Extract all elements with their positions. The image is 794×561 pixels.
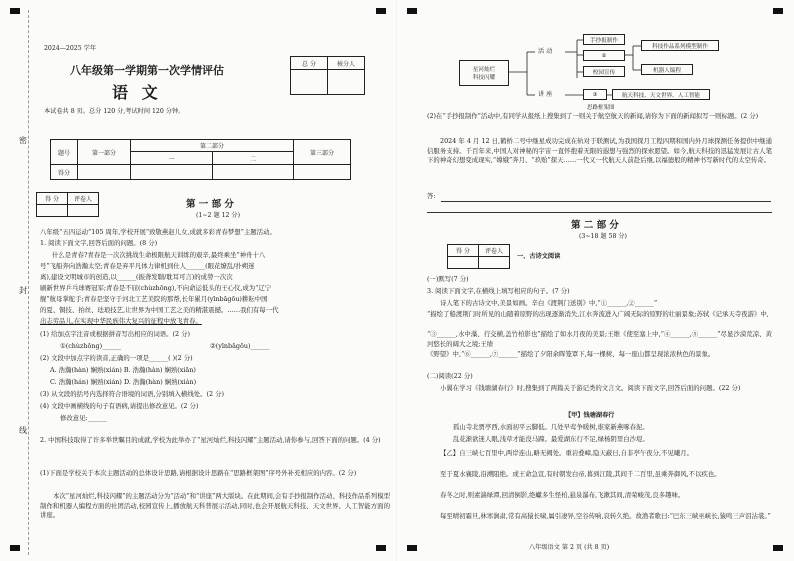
score-cell-part3[interactable] bbox=[293, 164, 351, 180]
mindmap-caption: 思路框架图 bbox=[587, 105, 615, 111]
grader-score-label: 得 分 bbox=[447, 244, 479, 257]
score-cell-part2a[interactable] bbox=[130, 164, 213, 180]
table-header-part2-a: 一 bbox=[130, 151, 213, 165]
side-label-xian: 线 bbox=[19, 426, 27, 435]
part2-subtitle: (3~18 题 58 分) bbox=[579, 233, 627, 240]
binding-dotted-line bbox=[28, 10, 29, 555]
passage-line: 出志劳品儿,在实现中华民族伟大复兴的征程中放飞青春。 bbox=[40, 317, 202, 325]
q1-2-option-row: A. 浩瀚(hàn) 娴熟(xián) B. 浩瀚(hàn) 娴熟(xiān) bbox=[50, 366, 196, 374]
right-page bbox=[397, 0, 794, 561]
mindmap-node-blank-3[interactable]: ③ bbox=[583, 89, 607, 100]
left-page bbox=[0, 0, 396, 561]
question-1-2: (2) 文段中加点字的读音,正确的一项是______( )(2 分) bbox=[40, 354, 193, 362]
question-1-1: (1) 给加点字注音或根据拼音写出相应的词语。(2 分) bbox=[40, 330, 190, 338]
checker-header: 核分人 bbox=[327, 56, 365, 70]
corner-mark bbox=[10, 8, 20, 14]
mindmap-node-lectures: 航天科技、天文世界、人工智能 bbox=[612, 89, 710, 100]
table-header-tihao: 题号 bbox=[50, 139, 78, 165]
q2-context: 本次“星河灿烂,科技闪耀”的主题活动分为“活动”和“讲座”两大版块。在此期间,会有手抄报制作活动、科技作品系列模型制作和机器人编程方面的社团活动,校园宣传上,播放航天科普展示活动,同时,也会开展航天科技、天文世界、人工智能方面的讲座。 bbox=[40, 492, 390, 520]
table-row-label-score: 得分 bbox=[50, 164, 78, 180]
part2-title: 第 二 部 分 bbox=[571, 220, 619, 231]
part1-subtitle: (1~2 题 12 分) bbox=[196, 212, 241, 219]
section-1-heading: 一、古诗文阅读 bbox=[517, 253, 561, 260]
school-year: 2024—2025 学年 bbox=[44, 45, 97, 52]
question-3: 3. 阅读下面文字,在横线上填写相应的句子。(7 分) bbox=[427, 287, 570, 295]
q3-line: “③______,水中藻、荇交横,盖竹柏影也”描绘了如水月夜的美景;王维《使至塞上中,“④______,⑤______”尽显沙漠荒凉、黄河悠长的阔大之境;王绩 bbox=[427, 330, 772, 348]
grader-score-field[interactable] bbox=[36, 204, 68, 217]
mindmap-root-label: 星河灿烂 科技闪耀 bbox=[472, 67, 496, 81]
corner-mark bbox=[376, 545, 386, 551]
mindmap-node-campus: 校园宣传 bbox=[583, 66, 625, 77]
table-header-part3: 第三部分 bbox=[293, 139, 351, 165]
prose-paragraph: 春冬之时,则素湍绿潭,回清倒影,绝巘多生怪柏,悬泉瀑布,飞漱其间,清荣峻茂,良多趣味。 bbox=[440, 491, 685, 499]
mindmap-node-robot: 机器人编程 bbox=[641, 64, 693, 75]
q1-2-option-row: C. 浩瀚(hán) 娴熟(xián) D. 浩瀚(hàn) 娴熟(xián) bbox=[50, 378, 197, 386]
passage-line: 刷新世界乒乓球赛冠军;青春是不屈(chùzhōng),不向命运低头的王心仪,成为“辽宁 bbox=[40, 284, 272, 292]
question-2-1: (1)下面是学校关于本次主题活动的总体设计思路,请根据设计思路在“思路框架图”序号外补充相应的内容。(2 分) bbox=[40, 469, 357, 477]
answer-label: 答: bbox=[427, 192, 436, 200]
mindmap-node-blank-2[interactable]: ② bbox=[583, 50, 625, 61]
q3-line: 诗人笔下的古诗文中,美景如画。辛白《渡荆门送别》中,“①______,②______” bbox=[440, 299, 658, 307]
passage-line: 号”飞船奔向浩瀚太空;青春是弃平凡体力律机到仕人______(眼花缭乱/扑朔迷 bbox=[40, 262, 255, 270]
q1-4-answer-line[interactable]: 修改意见:______ bbox=[60, 414, 107, 422]
poem-line: 孤山寺北贾亭西,水面初平云脚低。几处早莺争暖树,谁家新燕啄春泥。 bbox=[453, 423, 649, 431]
prose-paragraph: 每至晴初霜旦,林寒涧肃,常有高猿长啸,属引凄异,空谷传响,哀转久绝。故渔者歌曰:“巴东三峡巫峡长,猿鸣三声泪沾裳。” bbox=[440, 512, 771, 520]
question-1-4: (4) 文段中画横线的句子有语病,请提出修改意见。(2 分) bbox=[40, 402, 199, 410]
table-header-part1: 第一部分 bbox=[77, 139, 131, 165]
passage-line: 舰”航母掌舵手;青春是坚守于河北工艺美院的那帮,长年累月(yīnbāgōu)耕耘中国 bbox=[40, 295, 268, 303]
q3-line: 《野望》中,“⑥______,⑦______”描绘了夕阳余晖笼罩下,每一棵树、每一座山都呈现浓浓秋色的景象。 bbox=[427, 350, 715, 358]
q3-line: “描绘了船渡荆门时所见的山随着原野的出现逐渐消失,江水奔流进入广阔无际的原野的壮丽景象;苏轼《记承天寺夜游》中, bbox=[427, 310, 769, 318]
passage-line: 的夏、铜技、拍丝、珐琅技艺,让世界为中国工艺之美的精湛震撼。……我们有每一代 bbox=[40, 306, 279, 314]
corner-mark bbox=[10, 545, 20, 551]
checker-field[interactable] bbox=[327, 69, 365, 95]
sub-section-reading: (二)阅读(22 分) bbox=[427, 372, 473, 380]
table-header-part2: 第二部分 bbox=[130, 139, 294, 152]
grader-score-label: 得 分 bbox=[36, 192, 68, 205]
instructions: 本试卷共 8 页。总分 120 分,考试时间 120 分钟。 bbox=[44, 108, 185, 115]
corner-mark bbox=[773, 545, 783, 551]
poem-title: 【甲】钱塘湖春行 bbox=[565, 412, 615, 419]
question-2: 2. 中国科技取得了许多举世瞩目的成就,学校为此举办了“星河灿烂,科技闪耀”主题活动,请你参与,回答下面的问题。(4 分) bbox=[40, 436, 381, 444]
question-2-2: (2)在“手抄报制作”活动中,有同学从报纸上搜集到了一则关于航空航天的新闻,请你为下面的新闻拟写一则标题。(2 分) bbox=[427, 112, 759, 120]
corner-mark bbox=[376, 8, 386, 14]
question-1: 1. 阅读下面文字,回答后面的问题。(8 分) bbox=[40, 239, 158, 247]
section-divider bbox=[427, 212, 772, 213]
q1-1-option: ①(chùzhōng)______ bbox=[60, 342, 122, 350]
passage-line: 什么是青春?青春是一次次挑战生命极限航天训练的艰辛,最终乘坐“神舟十八 bbox=[52, 251, 266, 259]
corner-mark bbox=[407, 545, 417, 551]
subject-title: 语 文 bbox=[112, 83, 162, 102]
reading-intro: 小翼在学习《钱塘湖春行》时,搜集到了两篇关于游记类的文言文。阅读下面文字,回答后面的问题。(22 分) bbox=[440, 384, 741, 392]
grader-name-label: 评卷人 bbox=[478, 244, 510, 257]
page-footer: 八年级语文 第 2 页 (共 8 页) bbox=[529, 544, 610, 551]
part1-title: 第 一 部 分 bbox=[186, 199, 234, 210]
passage-line: 离),建设文明城市的创造,以______(振聋发聩/耽耳可言)的成勞一次次 bbox=[40, 273, 233, 281]
poem-line: 乱花渐欲迷人眼,浅草才能没马蹄。最爱湖东行不足,绿杨阴里白沙堤。 bbox=[453, 435, 649, 443]
mindmap-node-handcopy: 手抄报制作 bbox=[583, 34, 625, 45]
activity-intro: 八年级“五四运动”105 周年,学校开展“致敬燕赵儿女,成就多彩青春梦想”主题活动。 bbox=[40, 228, 276, 236]
grader-name-field[interactable] bbox=[67, 204, 99, 217]
side-label-mi: 密 bbox=[19, 136, 27, 145]
mindmap-branch-lecture: 讲 座 bbox=[538, 91, 553, 98]
mindmap-root bbox=[459, 60, 509, 86]
total-score-header: 总 分 bbox=[290, 56, 328, 70]
sub-section-dictation: (一)默写(7 分) bbox=[427, 275, 469, 283]
news-passage: 2024 年 4 月 12 日,鹤桥二号中继星成功完成在轨对于联测试,为我国探月工程四期和国内外月球探测任务提供中继通信服务支持。千百年来,中国人对神秘的宇宙一直怀抱着无限的遐想与强烈的探索愿望。如今,航天科技的迅猛发展让古人笔下的神奇幻想变成现实,“嫦娥”奔月、“玖贻”探天……一代又一代航天人前赴后继,以福德般的精神书写新时代的太空传奇。 bbox=[427, 137, 772, 165]
exam-title: 八年级第一学期第一次学情评估 bbox=[70, 64, 224, 77]
grader-name-field[interactable] bbox=[478, 256, 510, 269]
score-cell-part2b[interactable] bbox=[212, 164, 294, 180]
mindmap-branch-activity: 活 动 bbox=[538, 48, 553, 55]
table-header-part2-b: 二 bbox=[212, 151, 294, 165]
total-score-field[interactable] bbox=[290, 69, 328, 95]
answer-line[interactable] bbox=[441, 201, 771, 202]
prose-paragraph: 至于夏水襄陵,沿溯阻绝。或王命急宣,有时朝发白帝,暮到江陵,其间千二百里,虽乘奔御风,不以疾也。 bbox=[440, 470, 721, 478]
prose-paragraph: 【乙】自三峡七百里中,两岸连山,略无阙处。重岩叠嶂,隐天蔽日,自非亭午夜分,不见曦月。 bbox=[440, 449, 693, 457]
grader-score-field[interactable] bbox=[447, 256, 479, 269]
score-cell-part1[interactable] bbox=[77, 164, 131, 180]
side-label-feng: 封 bbox=[19, 286, 27, 295]
q1-1-option: ②(yīnbāgōu)______ bbox=[210, 342, 270, 350]
grader-name-label: 评卷人 bbox=[67, 192, 99, 205]
question-1-3: (3) 从文段的括号内选择符合语境的词语,分别填入横线处。(2 分) bbox=[40, 390, 224, 398]
mindmap-node-models: 科技作品系列模型制作 bbox=[641, 40, 719, 51]
